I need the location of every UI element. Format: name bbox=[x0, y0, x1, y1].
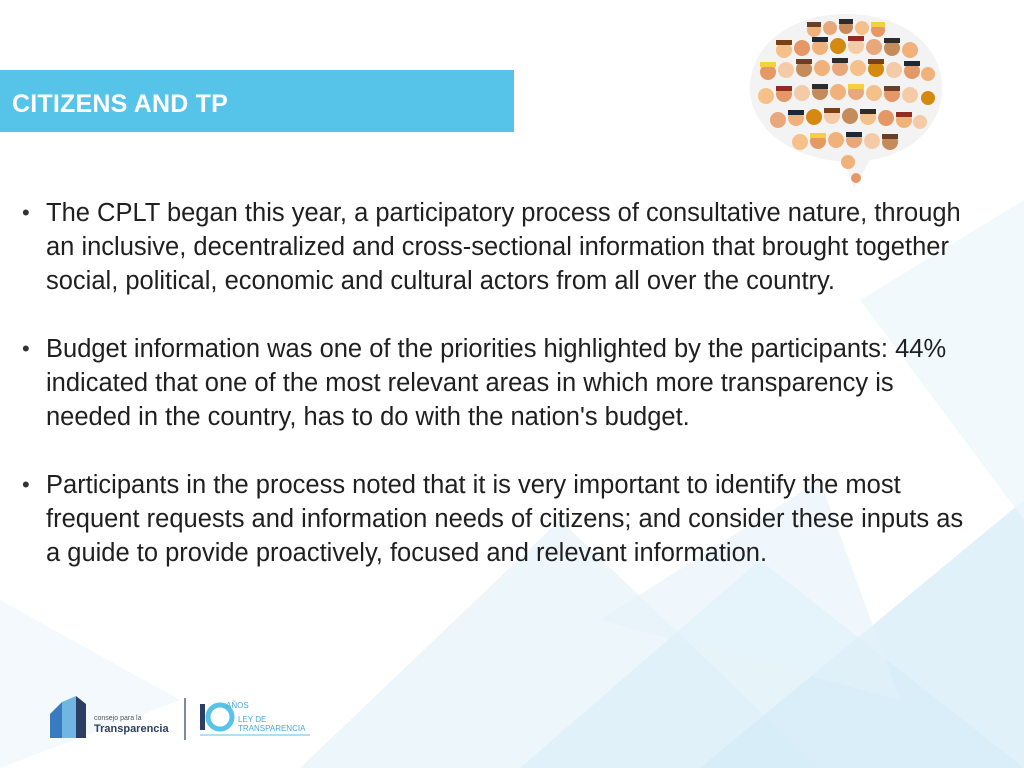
logo-bar-icon bbox=[62, 696, 76, 738]
ten-years-one-icon bbox=[200, 704, 205, 730]
bullet-list bbox=[22, 196, 982, 604]
bullet-text: Participants in the process noted that it is very important to identify the most frequent requests and information needs of citizens; and consider these inputs as a guide to provide proactively, focused and relevant information. bbox=[46, 471, 964, 567]
ley-transparencia-logo bbox=[200, 701, 310, 735]
bullet-text: Budget information was one of the priorities highlighted by the participants: 44% indicated that one of the most relevant areas in which more transparency is needed in the country, has to do with the nation's budget. bbox=[46, 335, 947, 431]
ley-line-2: TRANSPARENCIA bbox=[238, 724, 306, 733]
logo-consejo-bold: Transparencia bbox=[94, 723, 169, 735]
footer-logos bbox=[48, 694, 328, 744]
speech-bubble-crowd-icon bbox=[744, 8, 948, 190]
ten-years-label: AÑOS bbox=[226, 701, 249, 710]
title-banner bbox=[0, 70, 514, 132]
logo-bar-icon bbox=[76, 696, 86, 738]
bullet-text: The CPLT began this year, a participatory process of consultative nature, through an inclusive, decentralized and cross-sectional information that brought together social, political, economic and cultural actors from all over the country. bbox=[46, 199, 961, 295]
slide-title: CITIZENS AND TP bbox=[12, 90, 228, 118]
ley-line-1: LEY DE bbox=[238, 715, 267, 724]
bullet-icon: • bbox=[22, 200, 30, 225]
bullet-icon: • bbox=[22, 472, 30, 497]
logo-bar-icon bbox=[50, 702, 62, 738]
bullet-item bbox=[22, 332, 982, 434]
consejo-transparencia-logo bbox=[50, 696, 169, 738]
bullet-item bbox=[22, 196, 982, 298]
logo-consejo-small: consejo para la bbox=[94, 715, 142, 722]
bullet-icon: • bbox=[22, 336, 30, 361]
bullet-item bbox=[22, 468, 982, 570]
